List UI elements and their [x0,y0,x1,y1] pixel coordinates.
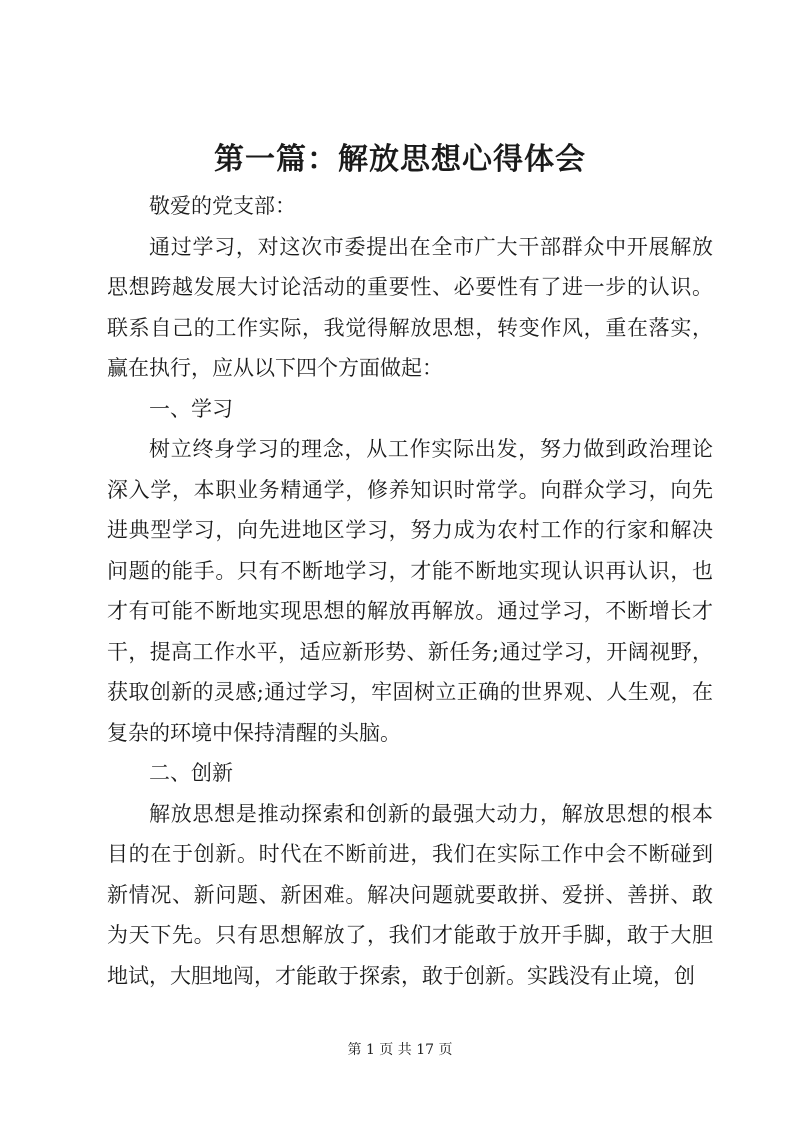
salutation: 敬爱的党支部： [149,194,296,218]
paragraph-study: 树立终身学习的理念，从工作实际出发，努力做到政治理论深入学，本职业务精通学，修养知识时常学。向群众学习，向先进典型学习，向先进地区学习，努力成为农村工作的行家和解决问题的能手。只有不断地学习，才能不断地实现认识再认识，也才有可能不断地实现思想的解放再解放。通过学习，不断增长才干，提高工作水平，适应新形势、新任务;通过学习，开阔视野，获取创新的灵感;通过学习，牢固树立正确的世界观、人生观，在复杂的环境中保持清醒的头脑。 [107,437,713,745]
section-heading-innovation: 二、创新 [149,761,233,785]
document-body [107,186,713,996]
paragraph-innovation: 解放思想是推动探索和创新的最强大动力，解放思想的根本目的在于创新。时代在不断前进，我们在实际工作中会不断碰到新情况、新问题、新困难。解决问题就要敢拼、爱拼、善拼、敢为天下先。只有思想解放了，我们才能敢于放开手脚，敢于大胆地试，大胆地闯，才能敢于探索，敢于创新。实践没有止境，创 [107,801,713,988]
document-title: 第一篇：解放思想心得体会 [214,142,586,177]
paragraph-intro: 通过学习，对这次市委提出在全市广大干部群众中开展解放思想跨越发展大讨论活动的重要性、必要性有了进一步的认识。联系自己的工作实际，我觉得解放思想，转变作风，重在落实，赢在执行，应从以下四个方面做起： [107,234,713,380]
page-number: 第 1 页 共 17 页 [347,1042,453,1058]
page-footer [0,1040,800,1060]
section-heading-study: 一、学习 [149,396,233,421]
